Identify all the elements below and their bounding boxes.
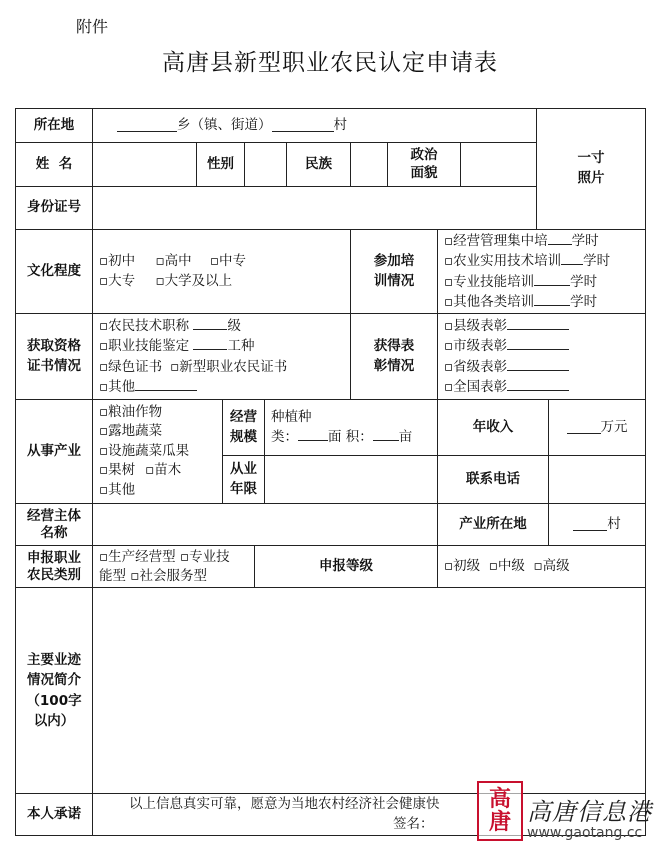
village-suffix: 村 xyxy=(333,116,347,133)
education-label: 文化程度 xyxy=(27,262,81,279)
awards-label: 获得表 彰情况 xyxy=(373,337,415,374)
annual-income-label: 年收入 xyxy=(472,418,514,435)
cert-green[interactable]: ▫绿色证书 xyxy=(99,358,163,375)
scale-crop: 种植种 xyxy=(271,408,312,425)
cert-new-farmer[interactable]: ▫新型职业农民证书 xyxy=(170,358,288,375)
location-field[interactable] xyxy=(93,109,536,142)
education-option-vocational[interactable]: ▫中专 xyxy=(209,252,247,269)
political-label: 政治 面貌 xyxy=(410,146,438,181)
awards-list xyxy=(438,314,651,399)
industry-seedlings[interactable]: ▫苗木 xyxy=(145,462,182,479)
years-label: 从业 年限 xyxy=(230,460,257,497)
achievements-field[interactable] xyxy=(93,588,645,793)
watermark-site-name: 高唐信息港 xyxy=(527,798,652,826)
attachment-label: 附件 xyxy=(76,17,109,36)
certificates-options xyxy=(93,314,356,399)
village-blank[interactable] xyxy=(272,119,334,132)
site-watermark xyxy=(477,781,652,841)
scale-label: 经营 规模 xyxy=(230,408,257,445)
education-option-junior[interactable]: ▫初中 xyxy=(99,252,136,269)
training-item-agri-tech[interactable]: ▫农业实用技术培训 学时 xyxy=(444,253,611,270)
gender-label: 性别 xyxy=(207,155,234,172)
industry-open-vegetables[interactable]: ▫露地蔬菜 xyxy=(99,423,163,440)
name-label: 姓 名 xyxy=(35,155,73,172)
industry-other[interactable]: ▫其他 xyxy=(99,481,136,498)
education-option-university[interactable]: ▫大学及以上 xyxy=(155,272,233,289)
industry-grain-oil[interactable]: ▫粮油作物 xyxy=(99,403,163,420)
achievements-label: 主要业迹 情况简介 （100字 以内） xyxy=(26,652,82,729)
years-field[interactable] xyxy=(265,456,437,503)
location-label: 所在地 xyxy=(33,116,75,133)
award-county[interactable]: ▫县级表彰 xyxy=(444,316,569,336)
award-province[interactable]: ▫省级表彰 xyxy=(444,357,569,377)
certificates-label: 获取资格 证书情况 xyxy=(27,337,81,374)
watermark-url: www.gaotang.cc xyxy=(527,825,643,841)
industry-options xyxy=(93,400,228,503)
category-label: 申报职业 农民类别 xyxy=(27,549,81,583)
training-label: 参加培 训情况 xyxy=(373,252,415,289)
entity-field[interactable] xyxy=(93,504,437,545)
industry-location-field[interactable]: 村 xyxy=(549,504,645,545)
ethnicity-label: 民族 xyxy=(305,155,332,172)
id-number-field[interactable] xyxy=(93,187,536,229)
industry-fruit-trees[interactable]: ▫果树 xyxy=(99,462,136,479)
education-option-college[interactable]: ▫大专 xyxy=(99,272,136,289)
cert-tech-title[interactable]: ▫农民技术职称 级 xyxy=(99,318,241,334)
award-national[interactable]: ▫全国表彰 xyxy=(444,377,569,397)
education-options xyxy=(93,230,356,313)
training-list xyxy=(438,230,651,313)
training-item-other[interactable]: ▫其他各类培训 学时 xyxy=(444,293,598,310)
level-options[interactable]: ▫初级 ▫中级 ▫高级 xyxy=(444,557,570,574)
ethnicity-field[interactable] xyxy=(351,143,387,186)
level-label: 申报等级 xyxy=(319,557,373,574)
town-suffix: 乡（镇、街道） xyxy=(177,116,272,133)
award-city[interactable]: ▫市级表彰 xyxy=(444,336,569,356)
political-field[interactable] xyxy=(461,143,536,186)
training-item-skills[interactable]: ▫专业技能培训 学时 xyxy=(444,273,598,290)
entity-label: 经营主体 名称 xyxy=(27,507,81,541)
pledge-label: 本人承诺 xyxy=(27,805,81,822)
town-blank[interactable] xyxy=(117,119,177,132)
cert-other[interactable]: ▫其他 xyxy=(99,377,197,397)
photo-box xyxy=(537,109,645,229)
gender-field[interactable] xyxy=(245,143,286,186)
photo-label-line2: 照片 xyxy=(577,170,605,186)
cert-skill-appraisal[interactable]: ▫职业技能鉴定 工种 xyxy=(99,338,255,355)
annual-income-field[interactable]: 万元 xyxy=(549,400,645,455)
phone-field[interactable] xyxy=(549,456,645,503)
category-options[interactable]: ▫生产经营型 ▫专业技 能型 ▫社会服务型 xyxy=(99,549,230,584)
photo-label-line1: 一寸 xyxy=(577,150,605,167)
form-title: 高唐县新型职业农民认定申请表 xyxy=(162,50,498,76)
id-number-label: 身份证号 xyxy=(27,199,81,216)
phone-label: 联系电话 xyxy=(466,470,520,487)
industry-label: 从事产业 xyxy=(27,442,81,459)
training-item-management[interactable]: ▫经营管理集中培 学时 xyxy=(444,233,599,249)
industry-greenhouse[interactable]: ▫设施蔬菜瓜果 xyxy=(99,442,190,459)
watermark-logo: 高 唐 xyxy=(477,781,523,841)
scale-field[interactable]: 种植种 类： 面 积： 亩 xyxy=(271,408,413,445)
education-option-senior[interactable]: ▫高中 xyxy=(155,252,192,269)
pledge-signature[interactable]: 签名： xyxy=(393,815,434,832)
industry-location-label: 产业所在地 xyxy=(459,515,527,532)
name-field[interactable] xyxy=(93,143,196,186)
pledge-text: 以上信息真实可靠，愿意为当地农村经济社会健康快 xyxy=(129,795,440,812)
